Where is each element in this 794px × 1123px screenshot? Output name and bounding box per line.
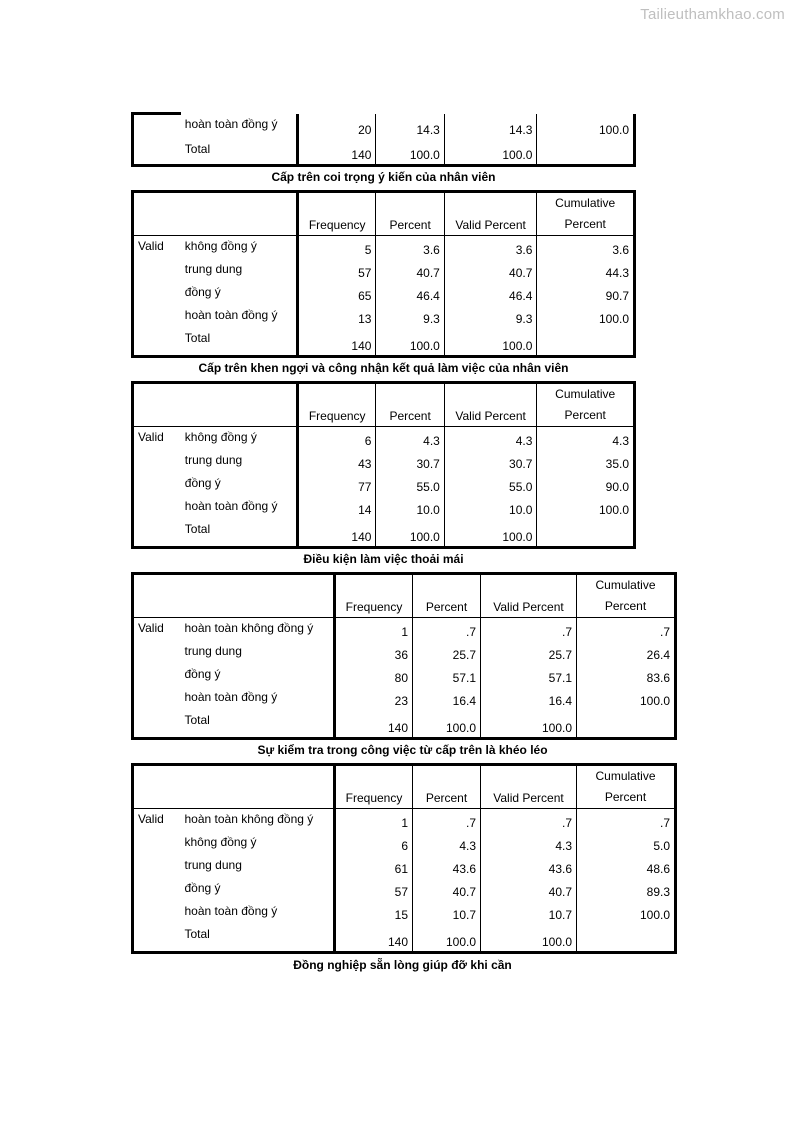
valid-cell xyxy=(133,710,181,739)
valid-percent-cell: 25.7 xyxy=(481,641,577,664)
valid-cell xyxy=(133,139,181,166)
percent-cell: 100.0 xyxy=(376,519,444,548)
valid-cell xyxy=(133,259,181,282)
cumulative-percent-cell: 100.0 xyxy=(537,496,635,519)
header-valid-percent: Valid Percent xyxy=(481,765,577,809)
valid-percent-cell: 57.1 xyxy=(481,664,577,687)
table-row xyxy=(133,450,635,473)
frequency-cell: 140 xyxy=(335,924,413,953)
valid-percent-cell: 4.3 xyxy=(481,832,577,855)
frequency-cell: 140 xyxy=(335,710,413,739)
percent-cell: 100.0 xyxy=(413,710,481,739)
table-row xyxy=(133,282,635,305)
header-frequency: Frequency xyxy=(297,192,375,236)
cumulative-percent-cell xyxy=(537,328,635,357)
valid-cell xyxy=(133,901,181,924)
cumulative-percent-cell: 35.0 xyxy=(537,450,635,473)
valid-cell xyxy=(133,519,181,548)
header-cumulative-line2: Percent xyxy=(604,599,647,613)
cumulative-percent-cell: 90.0 xyxy=(537,473,635,496)
percent-cell: 46.4 xyxy=(376,282,444,305)
frequency-cell: 36 xyxy=(335,641,413,664)
header-blank xyxy=(133,383,181,427)
table-caption: Đồng nghiệp sẵn lòng giúp đỡ khi cần xyxy=(293,958,512,972)
header-blank xyxy=(181,192,298,236)
frequency-cell: 77 xyxy=(297,473,375,496)
row-label: đồng ý xyxy=(184,880,221,895)
cumulative-percent-cell: 89.3 xyxy=(577,878,676,901)
table-row xyxy=(133,924,676,953)
percent-cell: 10.0 xyxy=(376,496,444,519)
frequency-cell: 1 xyxy=(335,618,413,641)
row-label: Total xyxy=(184,330,211,345)
frequency-cell: 1 xyxy=(335,809,413,832)
table-row xyxy=(133,473,635,496)
frequency-table xyxy=(131,572,677,740)
valid-percent-cell: 16.4 xyxy=(481,687,577,710)
table-row xyxy=(133,641,676,664)
row-label: không đồng ý xyxy=(184,430,257,444)
header-percent: Percent xyxy=(413,765,481,809)
table-row xyxy=(133,236,635,259)
frequency-table-continued xyxy=(131,112,636,167)
table-row xyxy=(133,809,676,832)
row-label: hoàn toàn đồng ý xyxy=(184,689,278,704)
cumulative-percent-cell: 3.6 xyxy=(537,236,635,259)
cumulative-percent-cell: 100.0 xyxy=(537,114,635,139)
valid-percent-cell: 100.0 xyxy=(444,328,537,357)
valid-cell xyxy=(133,855,181,878)
frequency-cell: 140 xyxy=(297,519,375,548)
frequency-cell: 6 xyxy=(335,832,413,855)
frequency-cell: 80 xyxy=(335,664,413,687)
frequency-cell: 57 xyxy=(335,878,413,901)
header-percent: Percent xyxy=(376,383,444,427)
header-percent: Percent xyxy=(376,192,444,236)
valid-cell xyxy=(133,687,181,710)
row-label: hoàn toàn đồng ý xyxy=(184,498,278,513)
header-blank xyxy=(181,383,298,427)
row-label: hoàn toàn không đồng ý xyxy=(184,812,314,826)
table-row xyxy=(133,328,635,357)
valid-percent-cell: 100.0 xyxy=(444,519,537,548)
header-valid-percent: Valid Percent xyxy=(444,383,537,427)
row-label: đồng ý xyxy=(184,284,221,299)
frequency-cell: 14 xyxy=(297,496,375,519)
row-label: trung dung xyxy=(184,857,242,872)
row-label: Total xyxy=(184,521,211,536)
header-blank xyxy=(133,574,181,618)
percent-cell: 30.7 xyxy=(376,450,444,473)
cumulative-percent-cell: 90.7 xyxy=(537,282,635,305)
percent-cell: 10.7 xyxy=(413,901,481,924)
cumulative-percent-cell: 4.3 xyxy=(537,427,635,450)
valid-cell xyxy=(133,924,181,953)
header-cumulative-line1: Cumulative xyxy=(595,578,656,592)
table-caption: Cấp trên khen ngợi và công nhận kết quả làm việc của nhân viên xyxy=(198,361,569,375)
valid-percent-cell: 40.7 xyxy=(481,878,577,901)
percent-cell: 4.3 xyxy=(413,832,481,855)
cumulative-percent-cell: 100.0 xyxy=(537,305,635,328)
row-label: hoàn toàn đồng ý xyxy=(184,307,278,322)
valid-cell xyxy=(133,664,181,687)
table-header xyxy=(133,765,676,809)
frequency-cell: 20 xyxy=(297,114,375,139)
percent-cell: 100.0 xyxy=(376,328,444,357)
header-cumulative-line2: Percent xyxy=(604,790,647,804)
table-row xyxy=(133,901,676,924)
header-cumulative-percent xyxy=(537,192,635,236)
header-valid-percent: Valid Percent xyxy=(481,574,577,618)
table-row xyxy=(133,664,676,687)
cumulative-percent-cell: 100.0 xyxy=(577,901,676,924)
header-cumulative-line1: Cumulative xyxy=(555,387,616,401)
percent-cell: 43.6 xyxy=(413,855,481,878)
percent-cell: .7 xyxy=(413,618,481,641)
table-row xyxy=(133,832,676,855)
row-label: không đồng ý xyxy=(184,834,257,849)
frequency-cell: 6 xyxy=(297,427,375,450)
row-label: hoàn toàn đồng ý xyxy=(184,116,278,131)
header-frequency: Frequency xyxy=(297,383,375,427)
valid-cell xyxy=(133,282,181,305)
frequency-cell: 43 xyxy=(297,450,375,473)
percent-cell: 25.7 xyxy=(413,641,481,664)
row-label: trung dung xyxy=(184,261,243,276)
row-label: đồng ý xyxy=(184,666,221,681)
percent-cell: 9.3 xyxy=(376,305,444,328)
valid-percent-cell: 46.4 xyxy=(444,282,537,305)
header-cumulative-percent xyxy=(577,574,676,618)
valid-percent-cell: 10.7 xyxy=(481,901,577,924)
header-frequency: Frequency xyxy=(335,574,413,618)
percent-cell: 3.6 xyxy=(376,236,444,259)
valid-percent-cell: 100.0 xyxy=(481,710,577,739)
table-caption: Cấp trên coi trọng ý kiến của nhân viên xyxy=(271,170,496,184)
valid-percent-cell: 9.3 xyxy=(444,305,537,328)
percent-cell: 100.0 xyxy=(376,139,444,166)
table-header xyxy=(133,192,635,236)
frequency-table xyxy=(131,190,636,358)
header-cumulative-line1: Cumulative xyxy=(595,769,656,783)
header-frequency: Frequency xyxy=(335,765,413,809)
table-row xyxy=(133,687,676,710)
percent-cell: .7 xyxy=(413,809,481,832)
percent-cell: 16.4 xyxy=(413,687,481,710)
valid-percent-cell: 55.0 xyxy=(444,473,537,496)
table-row xyxy=(133,855,676,878)
header-percent: Percent xyxy=(413,574,481,618)
frequency-cell: 13 xyxy=(297,305,375,328)
table-row xyxy=(133,259,635,282)
valid-percent-cell: 14.3 xyxy=(444,114,537,139)
valid-label: Valid xyxy=(138,239,164,253)
valid-cell xyxy=(133,878,181,901)
table-row xyxy=(133,427,635,450)
frequency-table xyxy=(131,381,636,549)
row-label: trung dung xyxy=(184,452,243,467)
table-row xyxy=(133,618,676,641)
row-label: hoàn toàn không đồng ý xyxy=(184,621,314,635)
table-header xyxy=(133,383,635,427)
table-row xyxy=(133,878,676,901)
cumulative-percent-cell xyxy=(537,519,635,548)
cumulative-percent-cell: 26.4 xyxy=(577,641,676,664)
header-valid-percent: Valid Percent xyxy=(444,192,537,236)
cumulative-percent-cell: 83.6 xyxy=(577,664,676,687)
row-label: trung dung xyxy=(184,643,242,658)
frequency-cell: 140 xyxy=(297,139,375,166)
frequency-cell: 57 xyxy=(297,259,375,282)
frequency-cell: 23 xyxy=(335,687,413,710)
valid-percent-cell: 40.7 xyxy=(444,259,537,282)
cumulative-percent-cell xyxy=(537,139,635,166)
header-cumulative-line2: Percent xyxy=(564,408,606,422)
table-row xyxy=(133,519,635,548)
watermark: Tailieuthamkhao.com xyxy=(640,6,785,23)
row-label: đồng ý xyxy=(184,475,221,490)
valid-cell xyxy=(133,496,181,519)
cumulative-percent-cell: 100.0 xyxy=(577,687,676,710)
row-label: Total xyxy=(184,141,211,156)
header-cumulative-line1: Cumulative xyxy=(555,196,616,210)
valid-percent-cell: 10.0 xyxy=(444,496,537,519)
table-row xyxy=(133,496,635,519)
cumulative-percent-cell: .7 xyxy=(577,809,676,832)
header-blank xyxy=(181,765,335,809)
row-label: hoàn toàn đồng ý xyxy=(184,903,278,918)
valid-label: Valid xyxy=(138,621,164,635)
frequency-cell: 65 xyxy=(297,282,375,305)
table-row xyxy=(133,710,676,739)
valid-percent-cell: .7 xyxy=(481,809,577,832)
valid-cell xyxy=(133,305,181,328)
table-header xyxy=(133,574,676,618)
table-caption: Điều kiện làm việc thoải mái xyxy=(303,552,464,566)
table-row xyxy=(133,305,635,328)
percent-cell: 40.7 xyxy=(376,259,444,282)
row-label: Total xyxy=(184,712,210,727)
row-label: không đồng ý xyxy=(184,239,257,253)
header-cumulative-line2: Percent xyxy=(564,217,606,231)
valid-cell xyxy=(133,450,181,473)
header-cumulative-percent xyxy=(577,765,676,809)
valid-label: Valid xyxy=(138,430,164,444)
percent-cell: 100.0 xyxy=(413,924,481,953)
cumulative-percent-cell xyxy=(577,924,676,953)
cumulative-percent-cell xyxy=(577,710,676,739)
cumulative-percent-cell: 48.6 xyxy=(577,855,676,878)
valid-cell xyxy=(133,473,181,496)
frequency-cell: 5 xyxy=(297,236,375,259)
valid-cell xyxy=(133,114,181,139)
percent-cell: 40.7 xyxy=(413,878,481,901)
valid-cell xyxy=(133,328,181,357)
row-label: Total xyxy=(184,926,210,941)
percent-cell: 57.1 xyxy=(413,664,481,687)
header-blank xyxy=(133,192,181,236)
percent-cell: 55.0 xyxy=(376,473,444,496)
valid-percent-cell: 43.6 xyxy=(481,855,577,878)
header-blank xyxy=(133,765,181,809)
cumulative-percent-cell: 44.3 xyxy=(537,259,635,282)
valid-percent-cell: 30.7 xyxy=(444,450,537,473)
header-blank xyxy=(181,574,335,618)
table-row xyxy=(133,114,635,139)
valid-label: Valid xyxy=(138,812,164,826)
valid-cell xyxy=(133,641,181,664)
frequency-cell: 140 xyxy=(297,328,375,357)
table-row xyxy=(133,139,635,166)
valid-percent-cell: 100.0 xyxy=(481,924,577,953)
valid-cell xyxy=(133,832,181,855)
valid-percent-cell: .7 xyxy=(481,618,577,641)
cumulative-percent-cell: .7 xyxy=(577,618,676,641)
header-cumulative-percent xyxy=(537,383,635,427)
table-caption: Sự kiểm tra trong công việc từ cấp trên là khéo léo xyxy=(257,743,548,757)
cumulative-percent-cell: 5.0 xyxy=(577,832,676,855)
valid-percent-cell: 3.6 xyxy=(444,236,537,259)
frequency-cell: 61 xyxy=(335,855,413,878)
valid-percent-cell: 4.3 xyxy=(444,427,537,450)
percent-cell: 14.3 xyxy=(376,114,444,139)
frequency-table xyxy=(131,763,677,954)
frequency-cell: 15 xyxy=(335,901,413,924)
percent-cell: 4.3 xyxy=(376,427,444,450)
valid-percent-cell: 100.0 xyxy=(444,139,537,166)
